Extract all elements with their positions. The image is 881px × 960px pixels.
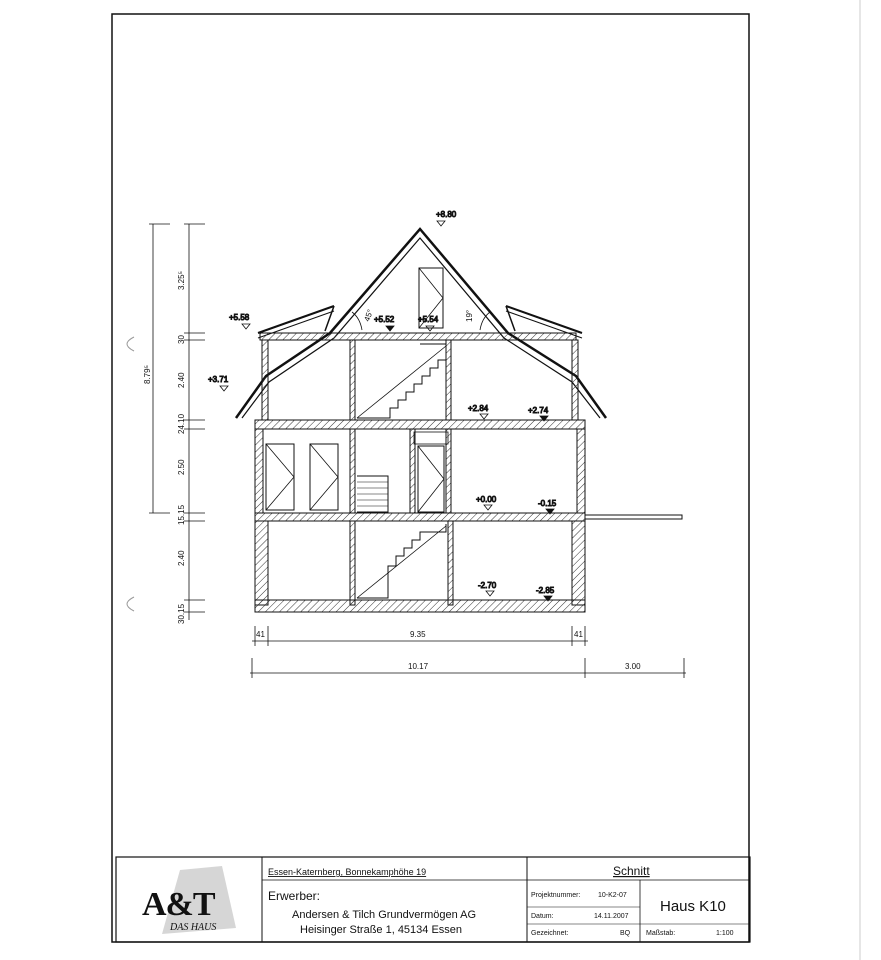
elevation-label: +0.00 <box>476 495 497 504</box>
angle-label: 19° <box>465 309 474 322</box>
elevation-label: -2.85 <box>536 586 555 595</box>
dim-total-height: 8.79⁵ <box>143 365 152 384</box>
dim-segment: 24.10 <box>177 413 186 434</box>
attic-floor-slab <box>260 333 576 340</box>
dim-segment: 30.15 <box>177 603 186 624</box>
dim-segment: 15.15 <box>177 504 186 525</box>
project-number-label: Projektnummer: <box>531 892 581 899</box>
ground-floor-slab <box>255 513 585 521</box>
dim-segment: 2.50 <box>177 459 186 475</box>
house-name: Haus K10 <box>660 898 726 915</box>
drawn-by-label: Gezeichnet: <box>531 930 569 937</box>
project-location: Essen-Katernberg, Bonnekamphöhe 19 <box>268 867 427 877</box>
date-value: 14.11.2007 <box>594 913 629 920</box>
sheet-title: Schnitt <box>613 864 650 878</box>
dim-segment: 2.40 <box>177 372 186 388</box>
angle-label: 45° <box>362 308 376 323</box>
elevation-label: -0.15 <box>538 499 557 508</box>
basement-slab <box>255 600 585 612</box>
scale-value: 1:100 <box>716 930 734 937</box>
logo-text: A&T <box>142 886 215 923</box>
dim-label: 10.17 <box>408 662 429 671</box>
project-number-value: 10-K2-07 <box>598 892 627 899</box>
elevation-label: +8.80 <box>436 210 457 219</box>
upper-floor-slab <box>255 420 585 429</box>
elevation-label: -2.70 <box>478 581 497 590</box>
buyer-address: Heisinger Straße 1, 45134 Essen <box>300 924 463 936</box>
logo-subtext: DAS HAUS <box>170 922 217 933</box>
elevation-label: +5.58 <box>229 313 250 322</box>
elevation-label: +2.84 <box>468 404 489 413</box>
date-label: Datum: <box>531 913 554 920</box>
dim-segment: 30 <box>177 335 186 344</box>
drawn-by-value: BQ <box>620 930 631 937</box>
elevation-label: +5.52 <box>374 315 395 324</box>
dim-label: 41 <box>574 630 583 639</box>
scale-label: Maßstab: <box>646 930 676 937</box>
dim-label: 9.35 <box>410 630 426 639</box>
dim-label: 41 <box>256 630 265 639</box>
buyer-label: Erwerber: <box>268 889 321 903</box>
elevation-label: +3.71 <box>208 375 229 384</box>
elevation-label: +5.54 <box>418 315 439 324</box>
buyer-name: Andersen & Tilch Grundvermögen AG <box>292 909 477 921</box>
dim-segment: 2.40 <box>177 550 186 566</box>
dim-segment: 3.25⁵ <box>177 271 186 290</box>
elevation-label: +2.74 <box>528 406 549 415</box>
dim-label: 3.00 <box>625 662 641 671</box>
